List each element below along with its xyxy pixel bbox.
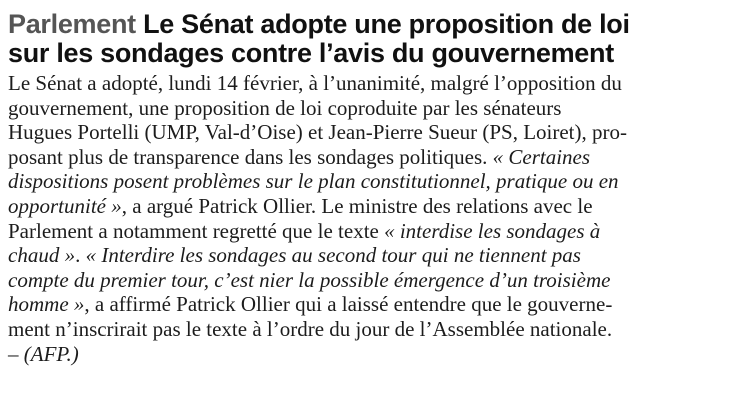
source-credit: (AFP.) [23,341,79,366]
body-line-8: . [75,243,86,268]
source-dash: – [8,341,24,366]
quote-ollier-part-1: « Certaines [492,144,591,169]
body-line-6: , a argué Patrick Ollier. Le ministre des relations avec le [121,193,593,218]
body-line-3: Hugues Portelli (UMP, Val-d’Oise) et Jean-Pierre Sueur (PS, Loiret), pro- [8,120,627,145]
body-line-7: Parlement a notamment regretté que le texte [8,218,385,243]
article-body [8,71,736,366]
quote-interdise-part-1: « interdise les sondages à [384,218,601,243]
quote-second-tour-part-1: « Interdire les sondages au second tour qui ne tiennent pas [85,243,581,268]
quote-ollier-part-3: opportunité » [8,193,122,218]
headline-title-line-2: sur les sondages contre l’avis du gouvernement [8,38,614,68]
headline [8,10,736,68]
body-line-1: Le Sénat a adopté, lundi 14 février, à l’unanimité, malgré l’opposition du [8,71,622,95]
body-line-11: ment n’inscrirait pas le texte à l’ordre du jour de l’Assemblée nationale. [8,316,613,341]
body-line-2: gouvernement, une proposition de loi coproduite par les sénateurs [8,95,562,120]
quote-second-tour-part-3: homme » [8,292,85,317]
article [8,10,736,366]
quote-interdise-part-2: chaud » [8,243,76,268]
body-line-4: posant plus de transparence dans les sondages politiques. [8,144,493,169]
body-line-10: , a affirmé Patrick Ollier qui a laissé entendre que le gouverne- [84,292,613,317]
rubric-label: Parlement [8,9,136,39]
quote-second-tour-part-2: compte du premier tour, c’est nier la possible émergence d’un troisième [8,267,611,292]
headline-title-line-1: Le Sénat adopte une proposition de loi [143,9,630,39]
quote-ollier-part-2: dispositions posent problèmes sur le plan constitutionnel, pratique ou en [8,169,619,194]
